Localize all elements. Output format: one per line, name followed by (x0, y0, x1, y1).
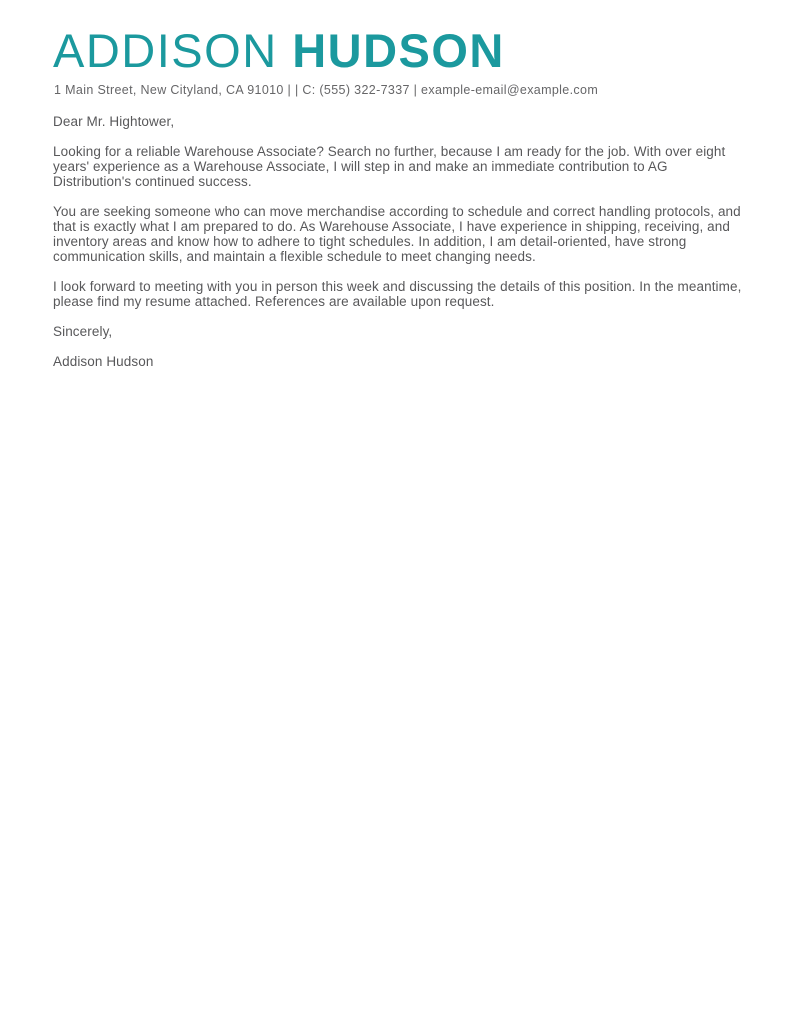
applicant-first-name: ADDISON (53, 24, 278, 77)
applicant-name (53, 26, 744, 75)
letter-paragraph-2: You are seeking someone who can move merchandise according to schedule and correct handling protocols, and that is exactly what I am prepared to do. As Warehouse Associate, I have experience in shipping, receiving, and inventory areas and know how to adhere to tight schedules. In addition, I am detail-oriented, have strong communication skills, and maintain a flexible schedule to meet changing needs. (53, 204, 741, 265)
letter-body (53, 114, 744, 369)
letter-paragraph-3: I look forward to meeting with you in person this week and discussing the details of this position. In the meantime, please find my resume attached. References are available upon request. (53, 279, 742, 310)
contact-line: 1 Main Street, New Cityland, CA 91010 | | C: (555) 322-7337 | example-email@example.com (54, 83, 599, 98)
name-space (278, 24, 293, 77)
letter-paragraph-1: Looking for a reliable Warehouse Associate? Search no further, because I am ready for the job. With over eight years' experience as a Warehouse Associate, I will step in and make an immediate contribution to AG Distribution's continued success. (53, 144, 726, 190)
salutation: Dear Mr. Hightower, (53, 114, 175, 130)
closing: Sincerely, (53, 324, 113, 340)
applicant-last-name: HUDSON (292, 24, 505, 77)
signature-name: Addison Hudson (53, 354, 154, 370)
